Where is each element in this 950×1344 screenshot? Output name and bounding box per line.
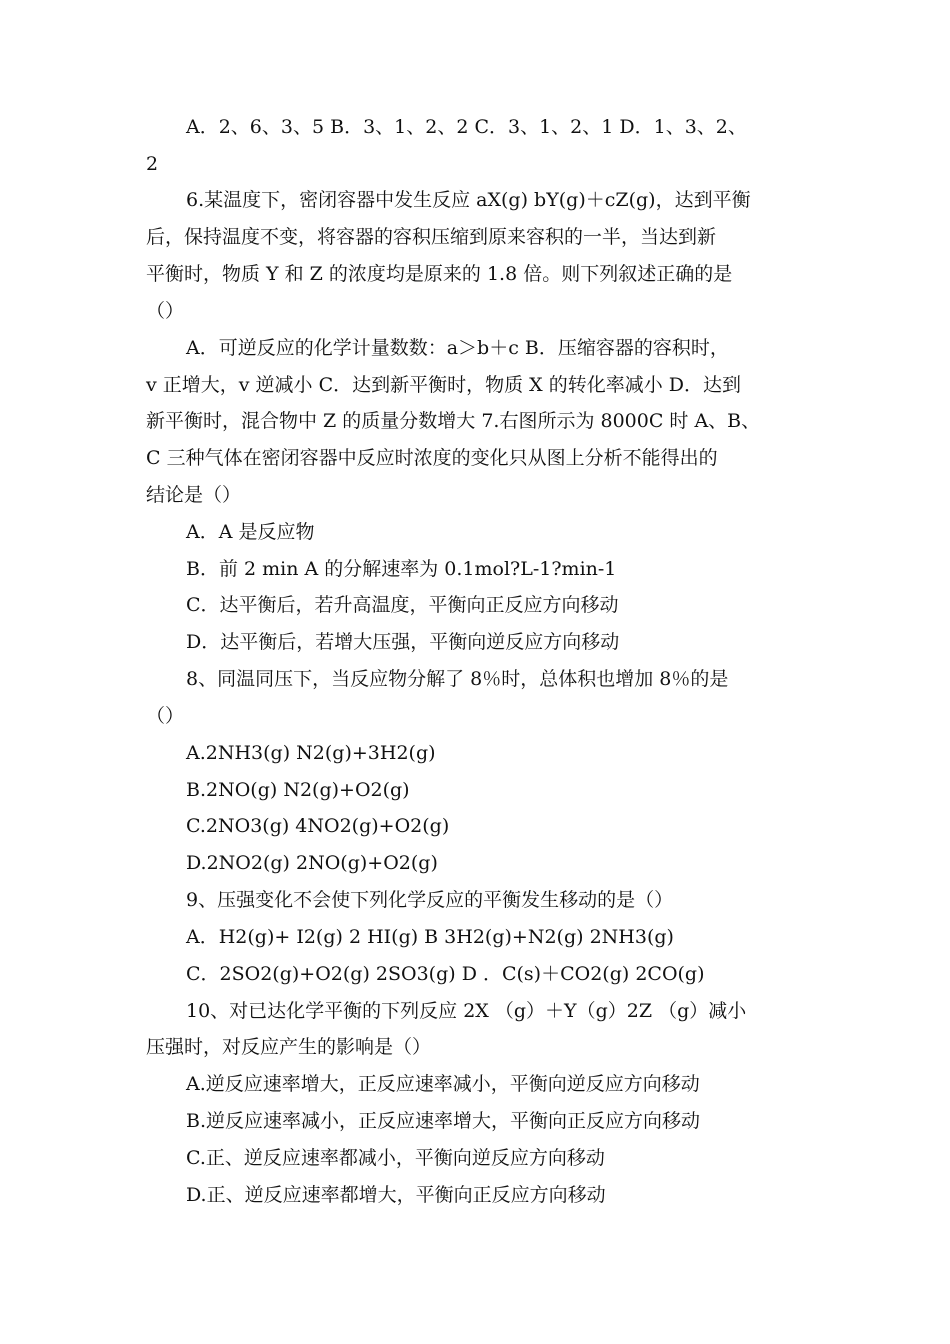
text-line-22: 9、压强变化不会使下列化学反应的平衡发生移动的是（）	[186, 889, 674, 911]
text-line-10: C 三种气体在密闭容器中反应时浓度的变化只从图上分析不能得出的	[146, 447, 718, 469]
text-line-23: A．H2(g)+ I2(g) 2 HI(g) B 3H2(g)+N2(g) 2NH3(g)	[186, 926, 674, 948]
text-line-25: 10、对已达化学平衡的下列反应 2X （g）＋Y（g）2Z （g）减小	[186, 1000, 747, 1022]
text-line-16: 8、同温同压下，当反应物分解了 8％时，总体积也增加 8％的是	[186, 668, 729, 690]
text-line-19: B.2NO(g) N2(g)+O2(g)	[186, 779, 410, 801]
text-line-12: A．A 是反应物	[186, 521, 315, 543]
text-line-5: 平衡时，物质 Y 和 Z 的浓度均是原来的 1.8 倍。则下列叙述正确的是	[146, 263, 733, 285]
text-line-4: 后，保持温度不变，将容器的容积压缩到原来容积的一半，当达到新	[146, 226, 717, 248]
text-line-15: D．达平衡后，若增大压强，平衡向逆反应方向移动	[186, 631, 620, 653]
text-line-6: （）	[146, 300, 185, 322]
text-line-24: C．2SO2(g)+O2(g) 2SO3(g) D ．C(s)＋CO2(g) 2CO(g)	[186, 963, 705, 985]
text-line-8: v 正增大，v 逆减小 C．达到新平衡时，物质 X 的转化率减小 D．达到	[146, 374, 742, 396]
text-line-27: A.逆反应速率增大，正反应速率减小，平衡向逆反应方向移动	[186, 1073, 700, 1095]
text-line-1: A．2、6、3、5 B．3、1、2、2 C．3、1、2、1 D．1、3、2、	[186, 116, 747, 138]
text-line-28: B.逆反应速率减小，正反应速率增大，平衡向正反应方向移动	[186, 1110, 701, 1132]
text-line-14: C．达平衡后，若升高温度，平衡向正反应方向移动	[186, 594, 619, 616]
text-line-7: A．可逆反应的化学计量数数：a＞b＋c B．压缩容器的容积时，	[186, 337, 729, 359]
text-line-26: 压强时，对反应产生的影响是（）	[146, 1036, 432, 1058]
text-line-20: C.2NO3(g) 4NO2(g)+O2(g)	[186, 815, 450, 837]
text-line-30: D.正、逆反应速率都增大，平衡向正反应方向移动	[186, 1184, 606, 1206]
text-line-21: D.2NO2(g) 2NO(g)+O2(g)	[186, 852, 438, 874]
text-line-17: （）	[146, 705, 185, 727]
text-line-11: 结论是（）	[146, 484, 242, 506]
text-line-29: C.正、逆反应速率都减小，平衡向逆反应方向移动	[186, 1147, 605, 1169]
text-line-2: 2	[146, 153, 159, 175]
text-line-9: 新平衡时，混合物中 Z 的质量分数增大 7.右图所示为 8000C 时 A、B、	[146, 410, 761, 432]
text-line-3: 6.某温度下，密闭容器中发生反应 aX(g) bY(g)＋cZ(g)，达到平衡	[186, 189, 751, 211]
text-line-13: B．前 2 min A 的分解速率为 0.1mol?L-1?min-1	[186, 558, 617, 580]
text-line-18: A.2NH3(g) N2(g)+3H2(g)	[186, 742, 436, 764]
